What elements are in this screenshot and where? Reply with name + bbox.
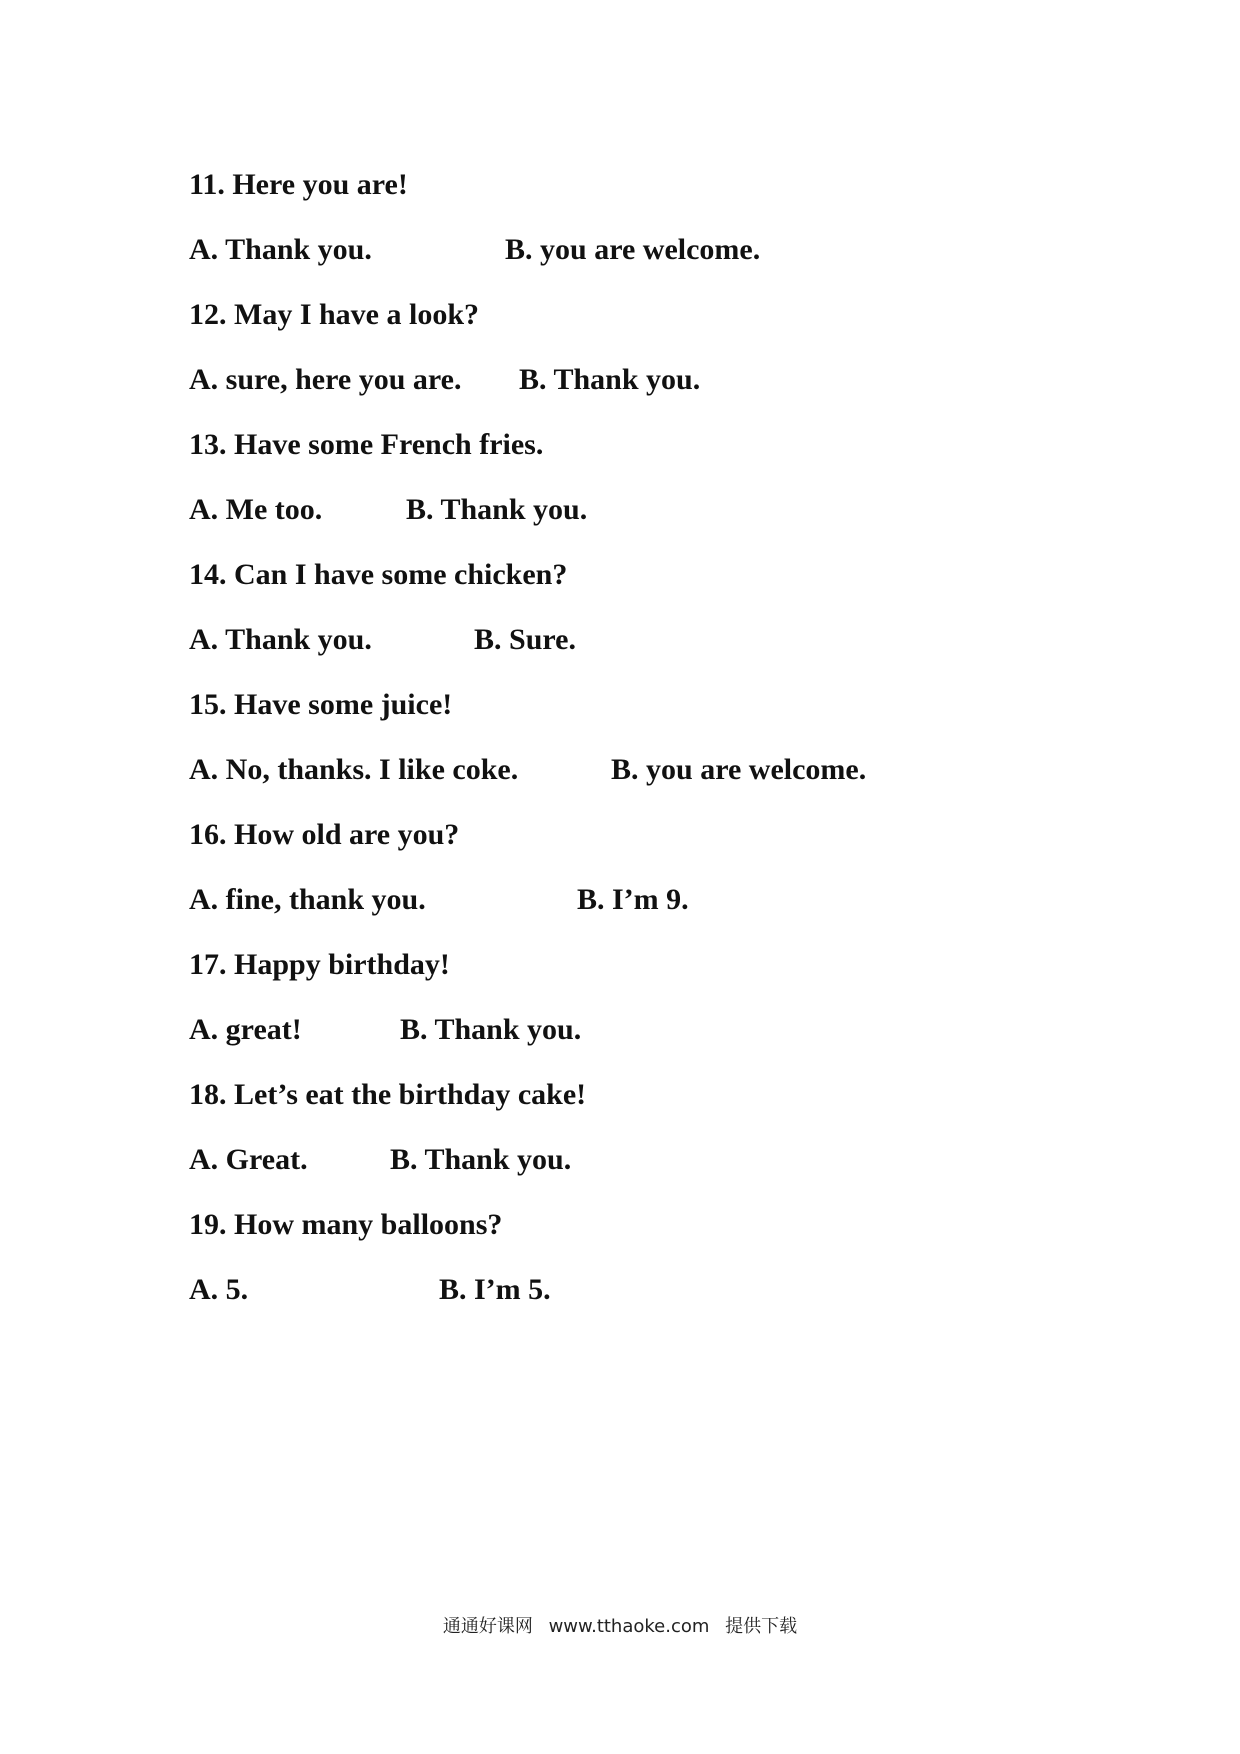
option-b: B. Thank you.: [519, 363, 701, 396]
option-a: A. No, thanks. I like coke.: [189, 753, 519, 786]
answer-row-14: [189, 622, 576, 658]
option-b: B. Thank you.: [406, 493, 588, 526]
question-18: 18. Let’s eat the birthday cake!: [189, 1078, 587, 1111]
option-a: A. Great.: [189, 1143, 308, 1176]
answer-row-11: [189, 232, 761, 268]
option-b: B. I’m 9.: [577, 883, 689, 916]
question-12: 12. May I have a look?: [189, 298, 480, 331]
option-a: A. Thank you.: [189, 233, 372, 266]
footer-note: 提供下载: [725, 1616, 798, 1637]
option-b: B. Sure.: [474, 623, 576, 656]
question-19: 19. How many balloons?: [189, 1208, 503, 1241]
answer-row-16: [189, 882, 689, 918]
option-b: B. Thank you.: [390, 1143, 572, 1176]
question-11: 11. Here you are!: [189, 168, 408, 201]
question-13: 13. Have some French fries.: [189, 428, 544, 461]
answer-row-15: [189, 752, 867, 788]
option-b: B. Thank you.: [400, 1013, 582, 1046]
question-16: 16. How old are you?: [189, 818, 460, 851]
option-b: B. you are welcome.: [611, 753, 867, 786]
option-a: A. 5.: [189, 1273, 249, 1306]
option-b: B. you are welcome.: [505, 233, 761, 266]
footer-url: www.tthaoke.com: [548, 1616, 710, 1637]
option-a: A. great!: [189, 1013, 302, 1046]
option-a: A. sure, here you are.: [189, 363, 462, 396]
page-footer: [0, 1612, 1240, 1638]
question-17: 17. Happy birthday!: [189, 948, 450, 981]
question-14: 14. Can I have some chicken?: [189, 558, 568, 591]
answer-row-18: [189, 1142, 572, 1178]
answer-row-17: [189, 1012, 582, 1048]
answer-row-19: [189, 1272, 551, 1308]
answer-row-12: [189, 362, 701, 398]
option-a: A. fine, thank you.: [189, 883, 426, 916]
footer-site-name: 通通好课网: [442, 1616, 533, 1637]
answer-row-13: [189, 492, 588, 528]
option-a: A. Thank you.: [189, 623, 372, 656]
option-b: B. I’m 5.: [439, 1273, 551, 1306]
question-15: 15. Have some juice!: [189, 688, 453, 721]
option-a: A. Me too.: [189, 493, 323, 526]
